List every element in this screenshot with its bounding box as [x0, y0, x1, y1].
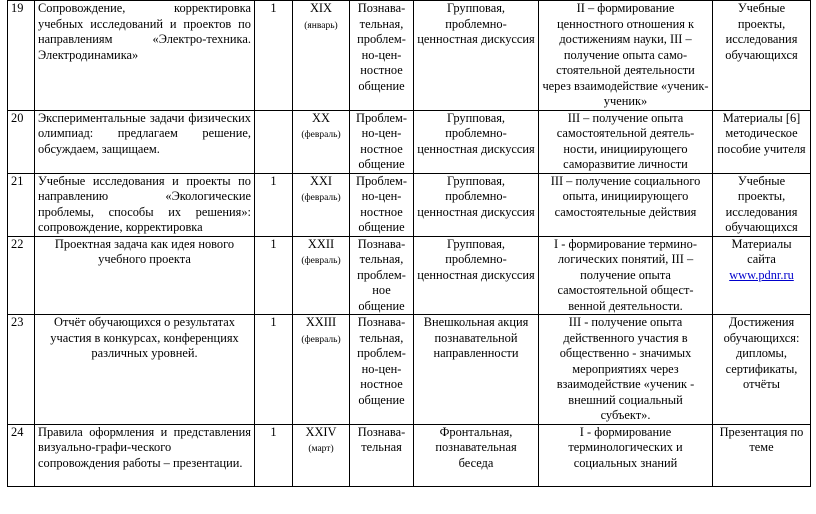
week-month: (февраль) [301, 256, 341, 266]
week-number: XXI [309, 173, 333, 188]
week-number: XIX [309, 1, 333, 15]
lesson-goal: I - формирование терминологических и социальных знаний [539, 424, 713, 486]
row-number: 19 [8, 1, 35, 111]
lesson-topic: Учебные исследования и проекты по направлению «Экологические проблемы, способы их решения»: сопровождение, корректировка [35, 173, 255, 236]
activity-type: Познава-тельная [350, 424, 414, 486]
result-text: Материалы сайта [731, 236, 792, 266]
week-number: XXII [307, 236, 335, 251]
row-number: 20 [8, 110, 35, 173]
week-month: (февраль) [301, 193, 341, 203]
week-month: (январь) [304, 20, 338, 31]
lesson-goal: III – получение опыта самостоятельной деятель-ности, инициирующего саморазвитие личности [539, 110, 713, 173]
table-row [8, 424, 811, 486]
lesson-plan-table [7, 0, 811, 487]
table-row [8, 236, 811, 315]
activity-type: Познава-тельная, проблем-но-цен-ностное общение [350, 315, 414, 425]
activity-type: Познава-тельная, проблем-ное общение [350, 236, 414, 315]
lesson-result: Презентация по теме [713, 424, 811, 486]
row-number: 24 [8, 424, 35, 486]
lesson-goal: III – получение социального опыта, инициирующего самостоятельные действия [539, 173, 713, 236]
hours-count: 1 [255, 236, 293, 315]
lesson-result: Учебные проекты, исследования обучающихся [713, 1, 811, 111]
week-cell [293, 424, 350, 486]
week-number: XXIV [305, 424, 337, 439]
activity-type: Проблем-но-цен-ностное общение [350, 173, 414, 236]
week-cell [293, 173, 350, 236]
table-row [8, 315, 811, 425]
table-row [8, 110, 811, 173]
hours-count [255, 110, 293, 173]
hours-count: 1 [255, 173, 293, 236]
week-number: XX [312, 110, 330, 125]
week-number: XXIII [305, 315, 337, 329]
lesson-form: Фронтальная, познавательная беседа [414, 424, 539, 486]
activity-type: Познава-тельная, проблем-но-цен-ностное общение [350, 1, 414, 111]
week-month: (март) [308, 444, 334, 454]
activity-type: Проблем-но-цен-ностное общение [350, 110, 414, 173]
week-cell [293, 236, 350, 315]
lesson-topic: Правила оформления и представления визуально-графи-ческого сопровождения работы – презентации. [35, 424, 255, 486]
lesson-goal: III - получение опыта действенного участия в общественно - значимых мероприятиях через взаимодействие «ученик - внешний социальный субъект». [539, 315, 713, 425]
lesson-topic: Отчёт обучающихся о результатах участия в конкурсах, конференциях различных уровней. [35, 315, 255, 425]
week-month: (февраль) [301, 130, 341, 140]
hours-count: 1 [255, 1, 293, 111]
table-row [8, 173, 811, 236]
lesson-form: Групповая, проблемно-ценностная дискуссия [414, 1, 539, 111]
week-cell [293, 1, 350, 111]
lesson-topic: Экспериментальные задачи физических олимпиад: предлагаем решение, обсуждаем, защищаем. [35, 110, 255, 173]
table-row [8, 1, 811, 111]
lesson-topic: Сопровождение, корректировка учебных исследований и проектов по направлениям «Электро-техника. Электродинамика» [35, 1, 255, 111]
lesson-goal: II – формирование ценностного отношения к достижениям науки, III –получение опыта само-стоятельной деятельности через взаимодействие «ученик-ученик» [539, 1, 713, 111]
row-number: 22 [8, 236, 35, 315]
week-cell [293, 110, 350, 173]
hours-count: 1 [255, 315, 293, 425]
lesson-result: Материалы [6] методическое пособие учителя [713, 110, 811, 173]
lesson-form: Внешкольная акция познавательной направленности [414, 315, 539, 425]
lesson-form: Групповая, проблемно-ценностная дискуссия [414, 110, 539, 173]
lesson-topic: Проектная задача как идея нового учебного проекта [35, 236, 255, 315]
lesson-result: Достижения обучающихся: дипломы, сертификаты, отчёты [713, 315, 811, 425]
lesson-form: Групповая, проблемно-ценностная дискуссия [414, 173, 539, 236]
row-number: 23 [8, 315, 35, 425]
row-number: 21 [8, 173, 35, 236]
lesson-goal: I - формирование термино-логических понятий, III – получение опыта самостоятельной общест-венной деятельности. [539, 236, 713, 315]
hours-count: 1 [255, 424, 293, 486]
lesson-form: Групповая, проблемно-ценностная дискуссия [414, 236, 539, 315]
lesson-result: Учебные проекты, исследования обучающихся [713, 173, 811, 236]
site-link[interactable]: www.pdnr.ru [729, 267, 794, 282]
lesson-result [713, 236, 811, 315]
week-month: (февраль) [301, 334, 341, 345]
week-cell [293, 315, 350, 425]
